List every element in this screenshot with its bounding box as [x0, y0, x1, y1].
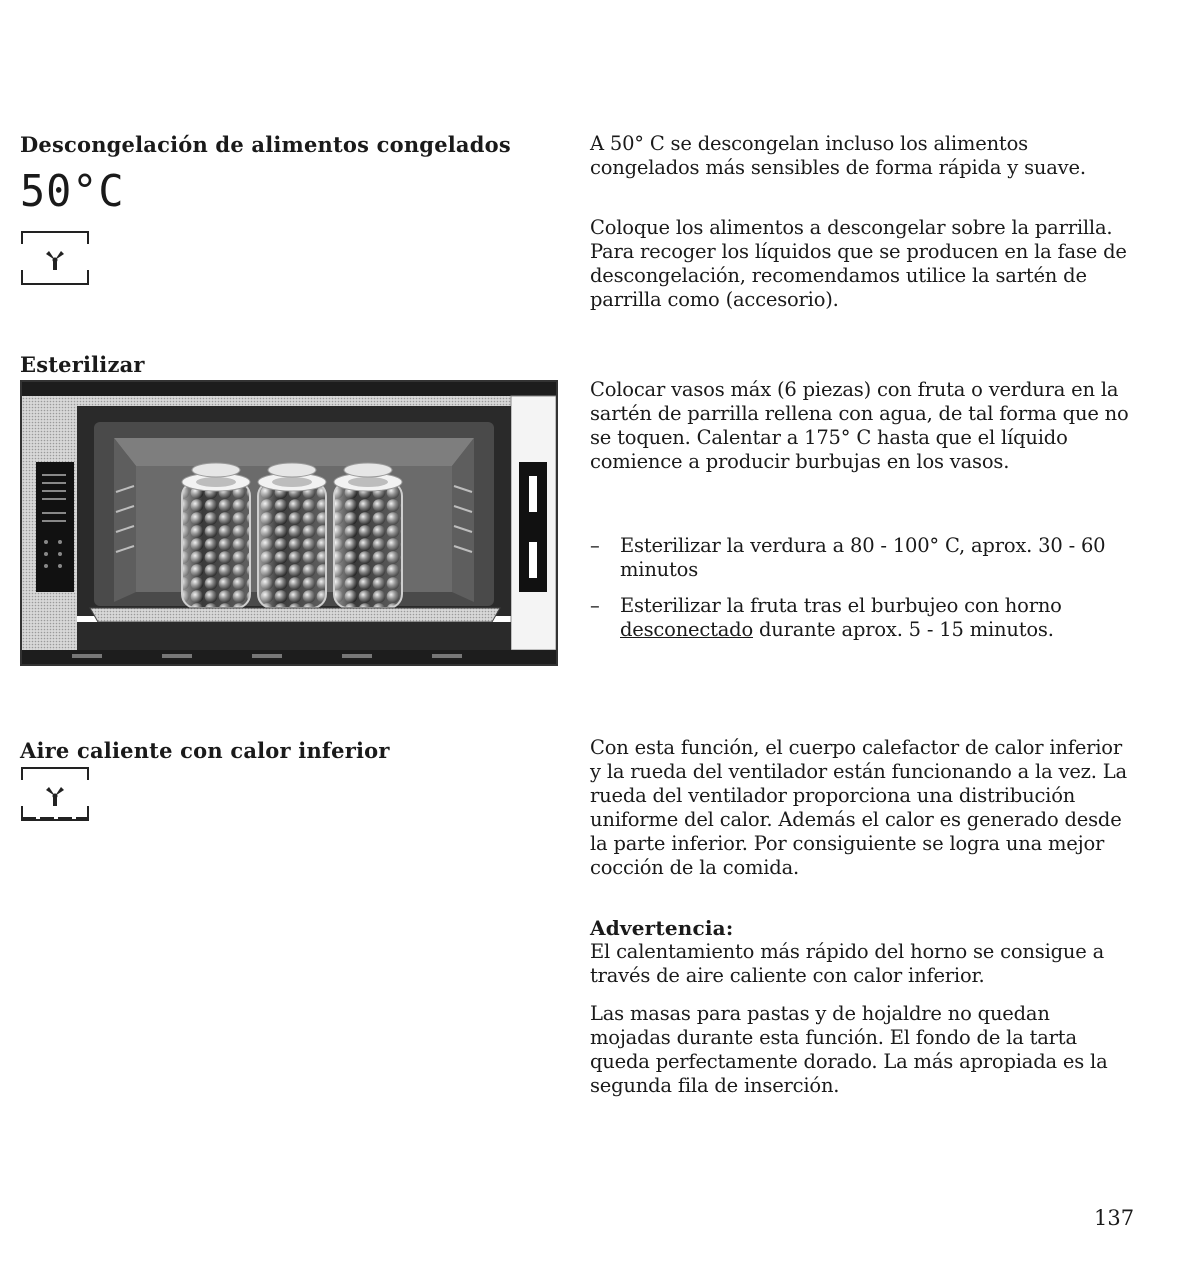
sterilize-paragraph: Colocar vasos máx (6 piezas) con fruta o verdura en la sartén de parrilla rellena con agua, de tal forma que no se toquen. Calentar a 175° C hasta que el líquido comience a producir burbujas en los vasos.	[590, 378, 1129, 473]
list-marker: –	[590, 534, 600, 557]
hot-air-bottom-heading: Aire caliente con calor inferior	[20, 738, 390, 763]
defrost-paragraph-2: Coloque los alimentos a descongelar sobre la parrilla. Para recoger los líquidos que se producen en la fase de descongelación, recomendamos utilice la sartén de parrilla como (accesorio).	[590, 216, 1127, 311]
defrost-paragraph-1: A 50° C se descongelan incluso los alimentos congelados más sensibles de forma rápida y suave.	[590, 132, 1086, 179]
hot-air-paragraph-2: Las masas para pastas y de hojaldre no quedan mojadas durante esta función. El fondo de la tarta queda perfectamente dorado. La más apropiada es la segunda fila de inserción.	[590, 1002, 1108, 1097]
warning-text: El calentamiento más rápido del horno se consigue a través de aire caliente con calor inferior.	[590, 940, 1105, 987]
oven-with-jars-illustration	[20, 380, 558, 666]
list-item-text-after: durante aprox. 5 - 15 minutos.	[753, 618, 1054, 641]
list-item-text	[620, 594, 1130, 642]
list-marker: –	[590, 594, 600, 617]
sterilize-heading: Esterilizar	[20, 352, 145, 377]
list-item	[590, 534, 1130, 582]
temperature-display: 50°C	[20, 166, 125, 217]
page-number: 137	[1094, 1206, 1135, 1230]
list-item	[590, 594, 1130, 642]
list-item-text-before: Esterilizar la fruta tras el burbujeo con horno	[620, 594, 1062, 617]
defrost-heading: Descongelación de alimentos congelados	[20, 132, 511, 157]
hot-air-paragraph-1: Con esta función, el cuerpo calefactor de calor inferior y la rueda del ventilador están funcionando a la vez. La rueda del ventilador proporciona una distribución uniforme del calor. Además el calor es generado desde la parte inferior. Por consiguiente se logra una mejor cocción de la comida.	[590, 736, 1127, 879]
fan-mode-icon	[18, 230, 92, 286]
underlined-word: desconectado	[620, 618, 753, 641]
warning-heading: Advertencia:	[590, 916, 734, 940]
fan-bottom-heat-mode-icon	[18, 766, 92, 822]
list-item-text: Esterilizar la verdura a 80 - 100° C, aprox. 30 - 60 minutos	[620, 534, 1106, 581]
